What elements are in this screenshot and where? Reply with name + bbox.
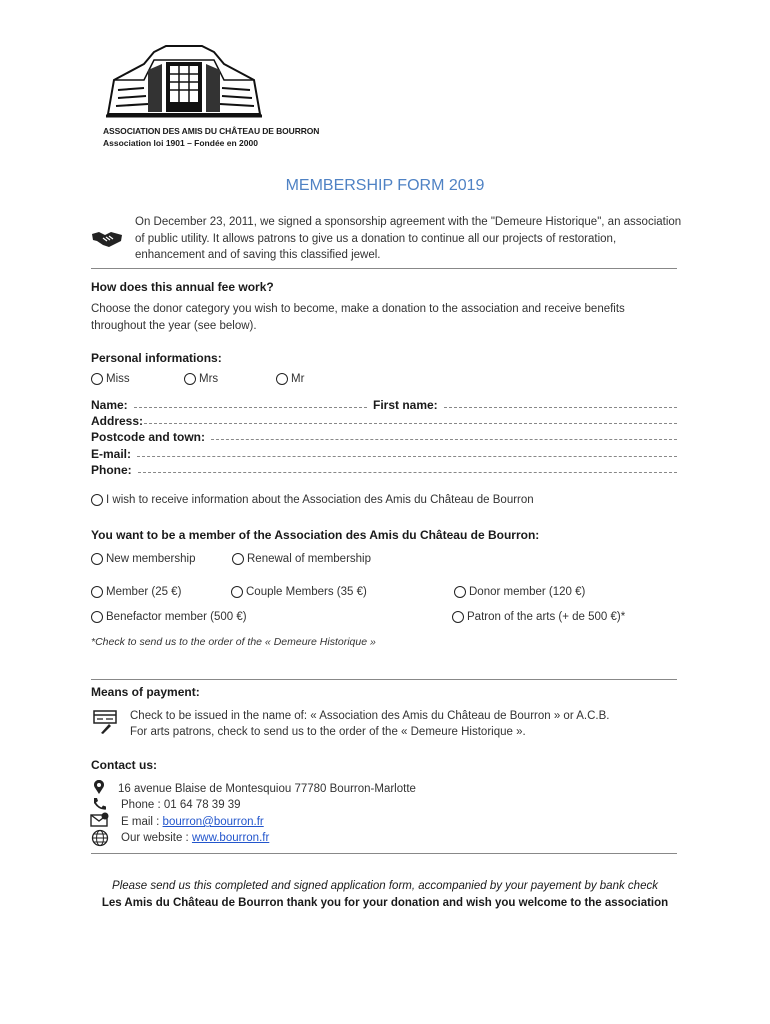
- radio-donor[interactable]: [454, 586, 585, 598]
- name-row: [91, 396, 677, 412]
- radio-circle[interactable]: [276, 373, 288, 385]
- membership-note: *Check to send us to the order of the « Demeure Historique »: [91, 636, 376, 648]
- phone-label: Phone:: [91, 463, 132, 477]
- radio-label: Mr: [291, 373, 305, 385]
- fee-text: Choose the donor category you wish to become, make a donation to the association and receive benefits throughout the year (see below).: [91, 303, 625, 332]
- phone-row: [91, 461, 677, 477]
- radio-circle[interactable]: [454, 586, 466, 598]
- radio-circle[interactable]: [232, 553, 244, 565]
- radio-mr[interactable]: [276, 373, 304, 385]
- contact-email-row: [121, 814, 264, 831]
- radio-couple[interactable]: [231, 586, 367, 598]
- radio-circle[interactable]: [231, 586, 243, 598]
- radio-circle[interactable]: [91, 373, 103, 385]
- email-link[interactable]: bourron@bourron.fr: [162, 816, 264, 828]
- email-row: [91, 445, 677, 461]
- radio-mrs[interactable]: [184, 373, 218, 385]
- postcode-row: [91, 428, 677, 444]
- footer-instructions: Please send us this completed and signed application form, accompanied by your payement by bank check: [112, 880, 658, 892]
- contact-heading: Contact us:: [91, 758, 157, 772]
- footer-thanks: Les Amis du Château de Bourron thank you for your donation and wish you welcome to the association: [101, 897, 669, 909]
- radio-label: Couple Members (35 €): [246, 586, 367, 598]
- postcode-field[interactable]: [211, 439, 677, 440]
- phone-icon: [92, 797, 107, 811]
- membership-heading: You want to be a member of the Association des Amis du Château de Bourron:: [91, 528, 540, 542]
- radio-new-membership[interactable]: [91, 553, 195, 565]
- payment-line-1: Check to be issued in the name of: « Association des Amis du Château de Bourron » or A.C.B.: [130, 710, 610, 722]
- payment-heading: Means of payment:: [91, 685, 200, 699]
- radio-label: Mrs: [199, 373, 219, 385]
- name-field[interactable]: [134, 407, 367, 408]
- radio-miss[interactable]: [91, 373, 130, 385]
- divider: [91, 268, 677, 269]
- radio-circle[interactable]: [91, 586, 103, 598]
- postcode-label: Postcode and town:: [91, 430, 205, 444]
- radio-label: Patron of the arts (+ de 500 €)*: [467, 611, 626, 623]
- intro-text: On December 23, 2011, we signed a sponsorship agreement with the "Demeure Historique", an association of public utility. It allows patrons to give us a donation to continue all our projects of restoration, enhancement and of saving this classified jewel.: [135, 216, 682, 261]
- page-title: MEMBERSHIP FORM 2019: [285, 177, 485, 194]
- email-label: E-mail:: [91, 447, 132, 461]
- radio-circle[interactable]: [91, 553, 103, 565]
- address-field[interactable]: [144, 423, 677, 424]
- contact-phone: Phone : 01 64 78 39 39: [121, 799, 241, 811]
- org-subtitle: Association loi 1901 – Fondée en 2000: [103, 138, 258, 148]
- address-label: Address:: [91, 414, 144, 428]
- radio-circle[interactable]: [452, 611, 464, 623]
- website-prefix: Our website :: [121, 832, 192, 844]
- fee-heading: How does this annual fee work?: [91, 280, 274, 294]
- radio-label: Benefactor member (500 €): [106, 611, 247, 623]
- radio-circle[interactable]: [184, 373, 196, 385]
- handshake-icon: [91, 228, 123, 248]
- radio-label: Renewal of membership: [247, 553, 372, 565]
- org-name: ASSOCIATION DES AMIS DU CHÂTEAU DE BOURRON: [103, 126, 320, 136]
- globe-icon: [91, 829, 109, 847]
- radio-label: Member (25 €): [106, 586, 182, 598]
- email-field[interactable]: [137, 456, 677, 457]
- mail-icon: [90, 812, 110, 827]
- radio-circle[interactable]: [91, 611, 103, 623]
- radio-benefactor[interactable]: [91, 611, 247, 623]
- contact-website-row: [121, 830, 269, 847]
- radio-label: New membership: [106, 553, 196, 565]
- info-option-label: I wish to receive information about the Association des Amis du Château de Bourron: [106, 494, 534, 506]
- firstname-label: First name:: [373, 398, 438, 412]
- firstname-field[interactable]: [444, 407, 677, 408]
- divider: [91, 853, 677, 854]
- radio-patron[interactable]: [452, 611, 625, 623]
- radio-label: Donor member (120 €): [469, 586, 586, 598]
- location-pin-icon: [93, 780, 105, 794]
- payment-line-2: For arts patrons, check to send us to the order of the « Demeure Historique ».: [130, 726, 526, 738]
- phone-field[interactable]: [138, 472, 677, 473]
- name-label: Name:: [91, 398, 128, 412]
- personal-heading: Personal informations:: [91, 351, 222, 365]
- info-checkbox[interactable]: [91, 494, 534, 506]
- address-row: [91, 412, 677, 428]
- contact-address: 16 avenue Blaise de Montesquiou 77780 Bourron-Marlotte: [118, 783, 416, 795]
- radio-member[interactable]: [91, 586, 181, 598]
- radio-label: Miss: [106, 373, 130, 385]
- email-prefix: E mail :: [121, 816, 163, 828]
- cheque-icon: [93, 709, 117, 735]
- website-link[interactable]: www.bourron.fr: [191, 832, 270, 844]
- divider: [91, 679, 677, 680]
- chateau-logo: [104, 40, 264, 120]
- radio-renewal[interactable]: [232, 553, 371, 565]
- radio-circle[interactable]: [91, 494, 103, 506]
